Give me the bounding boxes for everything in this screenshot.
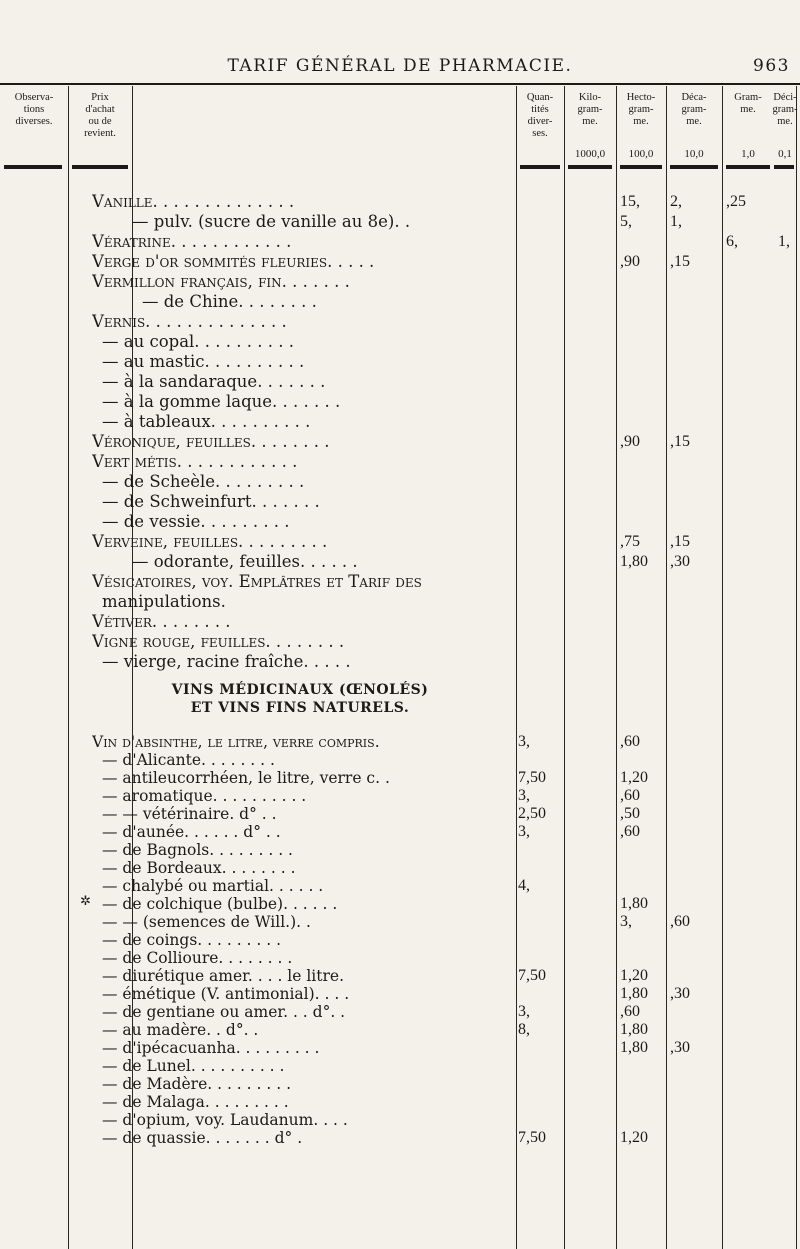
cell-gram: ,25 [726,193,746,210]
table-row: — de vessie. . . . . . . . . [102,512,290,531]
table-row: — de Bagnols. . . . . . . . . [102,841,293,859]
header-hecto: Hecto- gram- me. [626,92,656,127]
table-row: Véronique, feuilles. . . . . . . . [92,432,330,451]
cell-deci: 1, [778,233,790,250]
cell-deca: 2, [670,193,682,210]
header-observations: Observa- tions diverses. [14,92,54,127]
table-row: — de Malaga. . . . . . . . . [102,1093,289,1111]
header-rule [670,165,718,169]
section-title-1: VINS MÉDICINAUX (ŒNOLÉS) [171,682,429,698]
cell-quantity: 3, [518,787,530,804]
cell-hecto: 1,80 [620,895,648,912]
table-row: — au mastic. . . . . . . . . . [102,352,305,371]
table-row: — à tableaux. . . . . . . . . . [102,412,311,431]
cell-hecto: ,50 [620,805,640,822]
cell-hecto: ,60 [620,787,640,804]
header-rule [620,165,662,169]
column-divider [666,86,667,1249]
unit-kilo: 1000,0 [574,148,606,160]
section-title-2: ET VINS FINS NATURELS. [190,700,410,716]
table-row: — de Chine. . . . . . . . [142,292,317,311]
cell-deca: ,60 [670,913,690,930]
column-divider [796,86,797,1249]
cell-quantity: 7,50 [518,967,546,984]
header-rule [774,165,794,169]
cell-hecto: 1,80 [620,985,648,1002]
unit-deca: 10,0 [684,148,704,160]
cell-deca: ,30 [670,985,690,1002]
cell-hecto: ,60 [620,733,640,750]
cell-deca: ,15 [670,433,690,450]
table-row: — chalybé ou martial. . . . . . [102,877,324,895]
table-row: Verge d'or sommités fleuries. . . . . [92,252,375,271]
page-header [0,56,800,80]
header-prix: Prix d'achat ou de revient. [84,92,116,139]
column-divider [68,86,69,1249]
table-row: Vin d'absinthe, le litre, verre compris. [92,733,380,751]
header-kilo: Kilo- gram- me. [577,92,603,127]
table-row: — vierge, racine fraîche. . . . . [102,652,351,671]
table-row: Vanille. . . . . . . . . . . . . . [92,192,295,211]
table-row: — d'ipécacuanha. . . . . . . . . [102,1039,320,1057]
header-rule [4,165,62,169]
header-deca: Déca- gram- me. [681,92,707,127]
cell-hecto: ,60 [620,823,640,840]
page-number: 963 [753,56,790,76]
table-row: — au copal. . . . . . . . . . [102,332,294,351]
header-rule [568,165,612,169]
table-row: Vert métis. . . . . . . . . . . . [92,452,298,471]
table-row: Vésicatoires, voy. Emplâtres et Tarif des [92,572,422,591]
cell-hecto: 3, [620,913,632,930]
cell-deca: ,30 [670,1039,690,1056]
unit-gram: 1,0 [741,148,755,160]
cell-hecto: 5, [620,213,632,230]
table-row: manipulations. [102,592,226,611]
cell-hecto: 1,20 [620,1129,648,1146]
table-row: — diurétique amer. . . . le litre. [102,967,345,985]
table-row: — à la gomme laque. . . . . . . [102,392,341,411]
cell-hecto: 1,80 [620,1021,648,1038]
cell-quantity: 3, [518,823,530,840]
header-rule [72,165,128,169]
table-row: Vernis. . . . . . . . . . . . . . [92,312,287,331]
poison-marker: ✲ [80,894,91,909]
table-row: — — vétérinaire. d° . . [102,805,277,823]
table-row: Vératrine. . . . . . . . . . . . [92,232,292,251]
header-gram: Gram- me. [734,92,762,115]
table-row: — aromatique. . . . . . . . . . [102,787,307,805]
table-row: — de Bordeaux. . . . . . . . [102,859,296,877]
table-row: — odorante, feuilles. . . . . . [132,552,358,571]
table-row: — d'aunée. . . . . . d° . . [102,823,281,841]
cell-deca: 1, [670,213,682,230]
table-row: — de Lunel. . . . . . . . . . [102,1057,285,1075]
table-row: — de Collioure. . . . . . . . [102,949,293,967]
cell-hecto: 15, [620,193,640,210]
column-divider [722,86,723,1249]
cell-quantity: 3, [518,1003,530,1020]
cell-hecto: 1,20 [620,769,648,786]
header-rule [726,165,770,169]
cell-hecto: ,90 [620,253,640,270]
cell-hecto: 1,20 [620,967,648,984]
table-row: — à la sandaraque. . . . . . . [102,372,326,391]
cell-hecto: ,90 [620,433,640,450]
cell-quantity: 7,50 [518,769,546,786]
page-title: TARIF GÉNÉRAL DE PHARMACIE. [227,56,573,76]
cell-deca: ,15 [670,253,690,270]
column-divider [564,86,565,1249]
table-row: — antileucorrhéen, le litre, verre c. . [102,769,390,787]
top-rule [0,83,800,85]
table-row: Vigne rouge, feuilles. . . . . . . . [92,632,345,651]
cell-quantity: 2,50 [518,805,546,822]
unit-hecto: 100,0 [628,148,654,160]
header-rule [520,165,560,169]
table-row: — de gentiane ou amer. . . d°. . [102,1003,346,1021]
table-row: — émétique (V. antimonial). . . . [102,985,350,1003]
cell-hecto: 1,80 [620,553,648,570]
table-row: Vétiver. . . . . . . . [92,612,231,631]
table-row: — pulv. (sucre de vanille au 8e). . [132,212,411,231]
cell-quantity: 8, [518,1021,530,1038]
table-row: — d'Alicante. . . . . . . . [102,751,275,769]
table-row: — de Schweinfurt. . . . . . . [102,492,320,511]
table-row: — de coings. . . . . . . . . [102,931,282,949]
cell-gram: 6, [726,233,738,250]
cell-quantity: 4, [518,877,530,894]
table-row: — — (semences de Will.). . [102,913,311,931]
table-row: — au madère. . d°. . [102,1021,259,1039]
table-row: Vermillon français, fin. . . . . . . [92,272,350,291]
cell-hecto: ,75 [620,533,640,550]
header-deci: Déci- gram- me. [772,92,798,127]
unit-deci: 0,1 [778,148,792,160]
cell-hecto: ,60 [620,1003,640,1020]
column-divider [616,86,617,1249]
table-row: — de Madère. . . . . . . . . [102,1075,291,1093]
cell-quantity: 7,50 [518,1129,546,1146]
table-row: — d'opium, voy. Laudanum. . . . [102,1111,348,1129]
table-row: — de quassie. . . . . . . d° . [102,1129,303,1147]
cell-deca: ,30 [670,553,690,570]
table-row: — de Scheèle. . . . . . . . . [102,472,305,491]
table-row: Verveine, feuilles. . . . . . . . . [92,532,328,551]
cell-quantity: 3, [518,733,530,750]
header-quantites: Quan- tités diver- ses. [526,92,554,139]
cell-hecto: 1,80 [620,1039,648,1056]
cell-deca: ,15 [670,533,690,550]
table-row: — de colchique (bulbe). . . . . . [102,895,338,913]
